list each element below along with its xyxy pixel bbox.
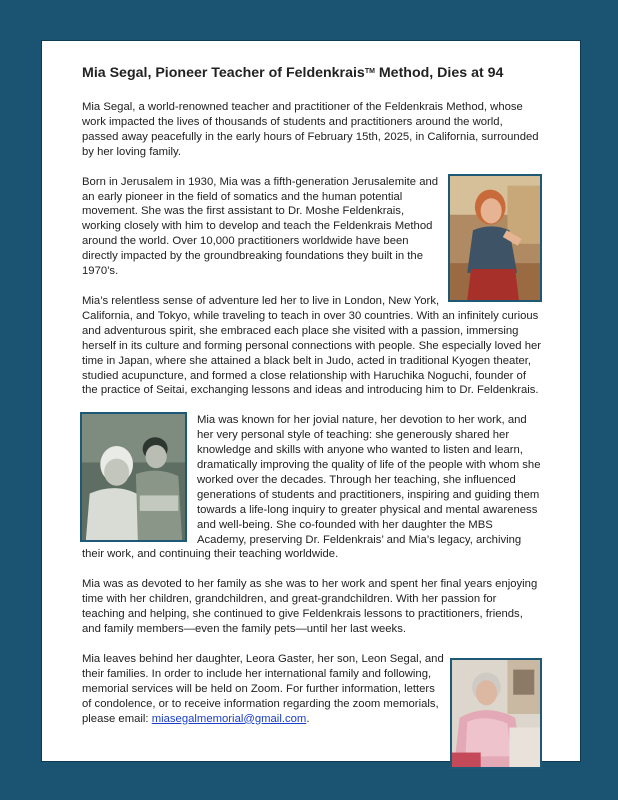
paragraph-intro: Mia Segal, a world-renowned teacher and practitioner of the Feldenkrais Method, whose work impacted the lives of thousands of students and practitioners around the world, passed away peacefully in the early hours of February 15th, 2025, in California, surrounded by her loving family.: [82, 101, 539, 158]
family-text: Mia was as devoted to her family as she was to her work and spent her final years enjoying time with her children, grandchildren, and great-grandchildren. With her passion for teaching and helping, she continued to give Feldenkrais lessons to practitioners, friends, and family members—even the family pets—until her last weeks.: [82, 578, 538, 636]
photo-mia-elderly: [450, 658, 542, 769]
email-period: .: [306, 712, 310, 725]
title-end: Method, Dies at 94: [374, 65, 504, 81]
paragraph-background: Born in Jerusalem in 1930, Mia was a fifth-generation Jerusalemite and an early pioneer in the field of somatics and the human potential movement. She was the first assistant to Dr. Moshe Feldenkrais, working closely with him to develop and teach the Feldenkrais Method around the world. Over 10,000 practitioners worldwide have been directly impacted by the groundbreaking foundations they built in the 1970’s.: [82, 175, 439, 278]
paragraph-teaching: Mia was known for her jovial nature, her devotion to her work, and her very personal style of teaching: she generously shared her knowledge and skills with anyone who wanted to listen and learn, dramatically improving the quality of life of the people with whom she worked over the decades. Through her teaching, she influenced generations of students and practitioners, inspiring and guiding them towards a life-long inquiry to greater physical and mental awareness and well-being. She co-founded with her daughter the MBS Academy, preserving Dr. Feldenkrais’ and Mia’s legacy, archiving their work, and continuing their teaching worldwide.: [82, 414, 541, 561]
article-title: [82, 62, 542, 83]
trademark-mark: TM: [364, 68, 375, 75]
article-content: [82, 62, 542, 773]
email-link[interactable]: miasegalmemorial@gmail.com: [151, 712, 307, 725]
paragraph-travels: Mia’s relentless sense of adventure led her to live in London, New York, California, and Tokyo, while traveling to teach in over 30 countries. With an infinitely curious and adventurous spirit, she embraced each place she visited with a passion, immersing herself in its culture and forming personal connections with people. She especially loved her time in Japan, where she attained a black belt in Judo, acted in traditional Kyogen theater, studied acupuncture, and formed a close relationship with Haruchika Noguchi, founder of the practice of Seitai, exchanging lessons and ideas and introducing him to Dr. Feldenkrais.: [82, 294, 542, 397]
photo-mia-standing: [448, 174, 542, 302]
title-main: Mia Segal, Pioneer Teacher of Feldenkrais: [82, 65, 365, 81]
photo-mia-with-feldenkrais: [80, 412, 187, 542]
memorial-text: Mia leaves behind her daughter, Leora Gaster, her son, Leon Segal, and their families. In order to include her international family and following, memorial services will be held on Zoom. For further information, letters of condolence, or to receive information regarding the zoom memorials, please email:: [82, 653, 444, 725]
paragraph-family: [82, 577, 542, 637]
article-page: [41, 40, 581, 762]
